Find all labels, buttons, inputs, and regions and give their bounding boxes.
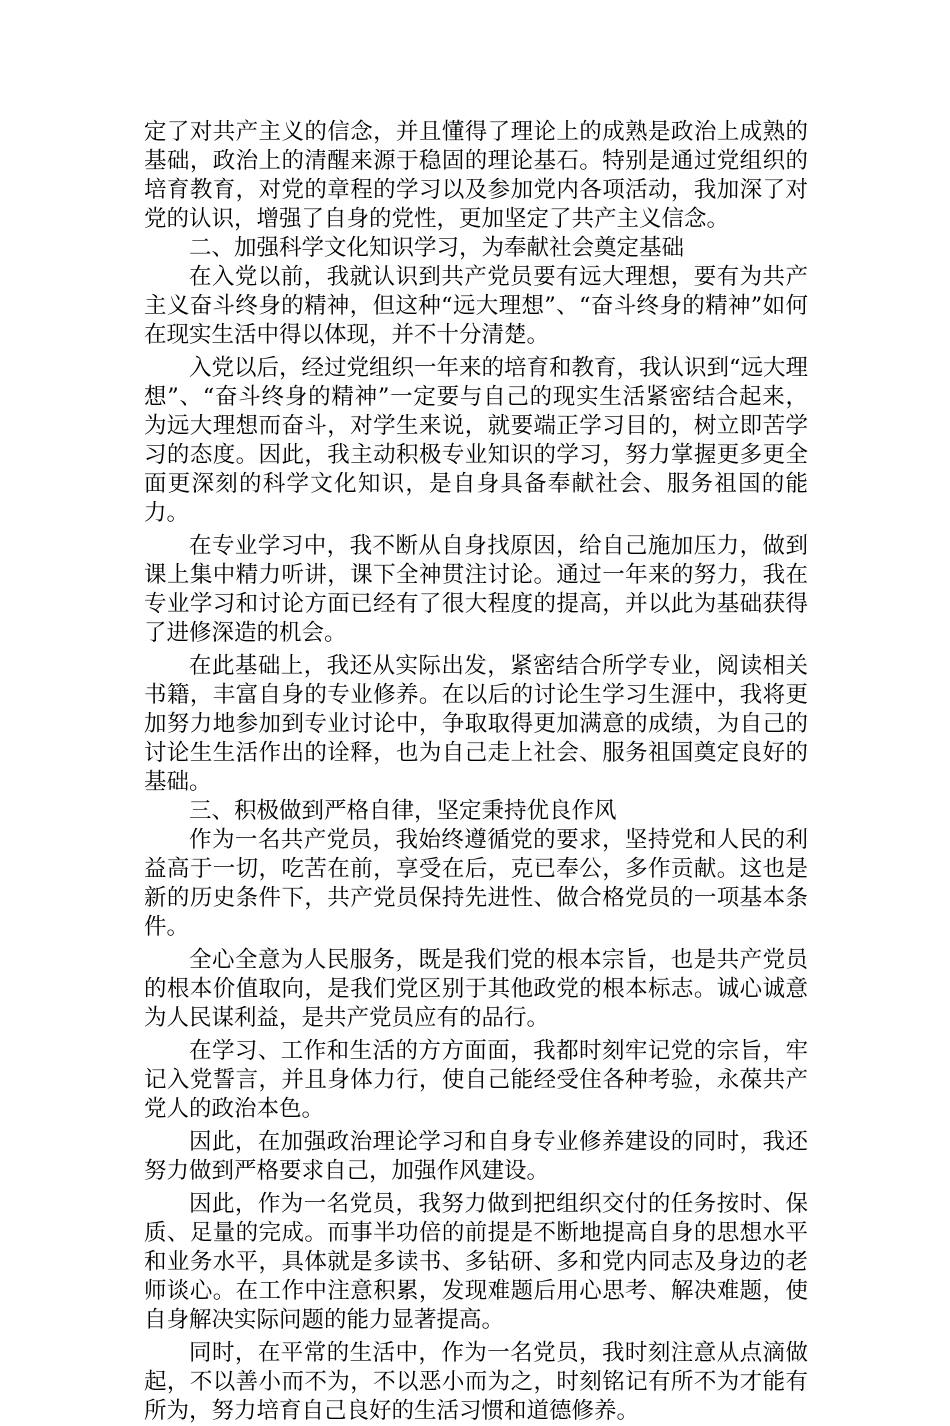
paragraph: 因此，在加强政治理论学习和自身专业修养建设的同时，我还努力做到严格要求自己，加强作风建设。 <box>144 1129 808 1184</box>
paragraph: 作为一名共产党员，我始终遵循党的要求，坚持党和人民的利益高于一切，吃苦在前，享受在后，克已奉公，多作贡献。这也是新的历史条件下，共产党员保持先进性、做合格党员的一项基本条件。 <box>144 827 808 940</box>
section-heading-3: 三、积极做到严格自律，坚定秉持优良作风 <box>189 798 617 824</box>
paragraph: 在专业学习中，我不断从自身找原因，给自己施加压力，做到课上集中精力听讲，课下全神贯注讨论。通过一年来的努力，我在专业学习和讨论方面已经有了很大程度的提高，并以此为基础获得了进修深造的机会。 <box>144 533 808 646</box>
paragraph: 因此，作为一名党员，我努力做到把组织交付的任务按时、保质、足量的完成。而事半功倍的前提是不断地提高自身的思想水平和业务水平，具体就是多读书、多钻研、多和党内同志及身边的老师谈心。在工作中注意积累，发现难题后用心思考、解决难题，使自身解决实际问题的能力显著提高。 <box>144 1191 808 1333</box>
paragraph: 入党以后，经过党组织一年来的培育和教育，我认识到“远大理想”、“奋斗终身的精神”一定要与自己的现实生活紧密结合起来，为远大理想而奋斗，对学生来说，就要端正学习目的，树立即苦学习的态度。因此，我主动积极专业知识的学习，努力掌握更多更全面更深刻的科学文化知识，是自身具备奉献社会、服务祖国的能力。 <box>144 355 809 526</box>
paragraph: 在学习、工作和生活的方方面面，我都时刻牢记党的宗旨，牢记入党誓言，并且身体力行，使自己能经受住各种考验，永葆共产党人的政治本色。 <box>144 1038 808 1122</box>
section-heading-2: 二、加强科学文化知识学习，为奉献社会奠定基础 <box>189 235 685 261</box>
paragraph: 在入党以前，我就认识到共产党员要有远大理想，要有为共产主义奋斗终身的精神，但这种“远大理想”、“奋斗终身的精神”如何在现实生活中得以体现，并不十分清楚。 <box>144 264 808 348</box>
paragraph: 同时，在平常的生活中，作为一名党员，我时刻注意从点滴做起，不以善小而不为，不以恶小而为之，时刻铭记有所不为才能有所为，努力培育自己良好的生活习惯和道德修养。 <box>144 1340 808 1424</box>
paragraph: 在此基础上，我还从实际出发，紧密结合所学专业，阅读相关书籍，丰富自身的专业修养。在以后的讨论生学习生涯中，我将更加努力地参加到专业讨论中，争取取得更加满意的成绩，为自己的讨论生生活作出的诠释，也为自己走上社会、服务祖国奠定良好的基础。 <box>144 653 808 795</box>
document-body <box>144 118 808 1426</box>
paragraph: 全心全意为人民服务，既是我们党的根本宗旨，也是共产党员的根本价值取向，是我们党区别于其他政党的根本标志。诚心诚意为人民谋利益，是共产党员应有的品行。 <box>144 947 808 1031</box>
paragraph-continuation: 定了对共产主义的信念，并且懂得了理论上的成熟是政治上成熟的基础，政治上的清醒来源于稳固的理论基石。特别是通过党组织的培育教育，对党的章程的学习以及参加党内各项活动，我加深了对党的认识，增强了自身的党性，更加坚定了共产主义信念。 <box>144 119 808 232</box>
